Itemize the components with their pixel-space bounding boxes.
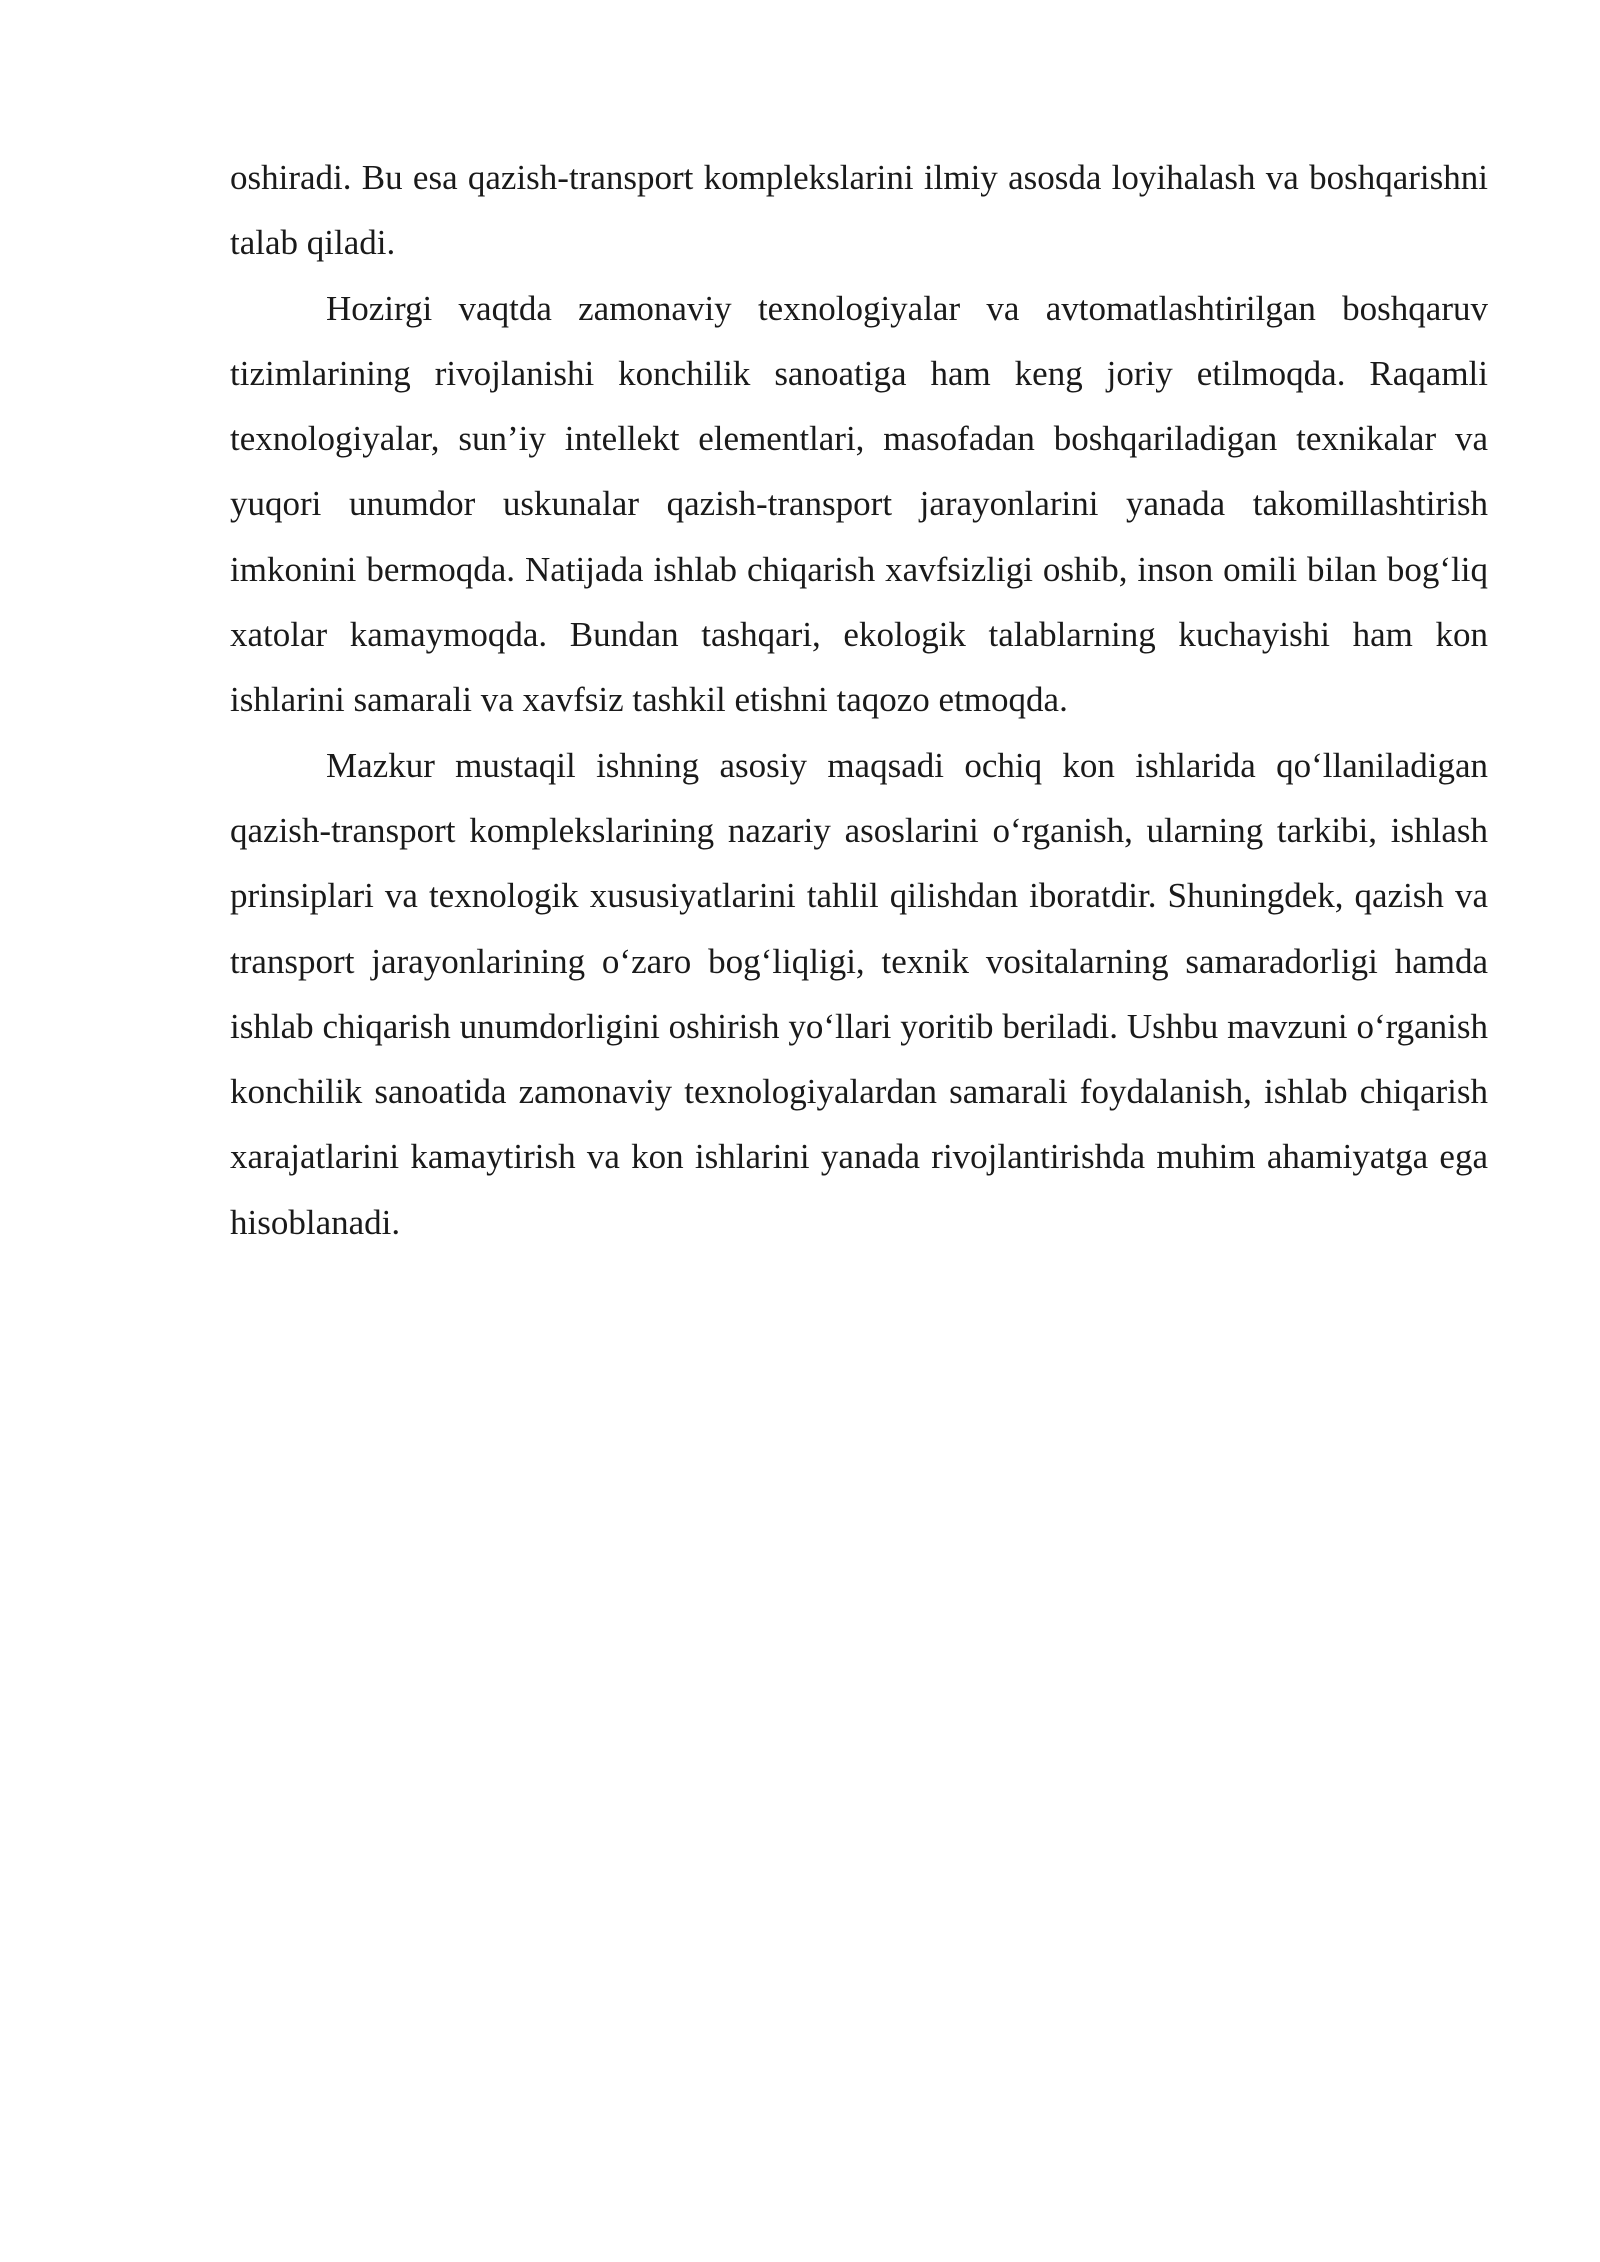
- paragraph-technologies: Hozirgi vaqtda zamonaviy texnologiyalar va avtomatlashtirilgan boshqaruv tizimlarining rivojlanishi konchilik sanoatiga ham keng joriy etilmoqda. Raqamli texnologiyalar, sun’iy intellekt elementlari, masofadan boshqariladigan texnikalar va yuqori unumdor uskunalar qazish-transport jarayonlarini yanada takomillashtirish imkonini bermoqda. Natijada ishlab chiqarish xavfsizligi oshib, inson omili bilan bog‘liq xatolar kamaymoqda. Bundan tashqari, ekologik talablarning kuchayishi ham kon ishlarini samarali va xavfsiz tashkil etishni taqozo etmoqda.: [230, 288, 1488, 720]
- paragraph-objective: Mazkur mustaqil ishning asosiy maqsadi ochiq kon ishlarida qo‘llaniladigan qazish-transport komplekslarining nazariy asoslarini o‘rganish, ularning tarkibi, ishlash prinsiplari va texnologik xususiyatlarini tahlil qilishdan iboratdir. Shuningdek, qazish va transport jarayonlarining o‘zaro bog‘liqligi, texnik vositalarning samaradorligi hamda ishlab chiqarish unumdorligini oshirish yo‘llari yoritib beriladi. Ushbu mavzuni o‘rganish konchilik sanoatida zamonaviy texnologiyalardan samarali foydalanish, ishlab chiqarish xarajatlarini kamaytirish va kon ishlarini yanada rivojlantirishda muhim ahamiyatga ega hisoblanadi.: [230, 745, 1488, 1242]
- document-body: [230, 145, 1488, 1255]
- paragraph-continuation: oshiradi. Bu esa qazish-transport komplekslarini ilmiy asosda loyihalash va boshqarishni talab qiladi.: [230, 158, 1488, 263]
